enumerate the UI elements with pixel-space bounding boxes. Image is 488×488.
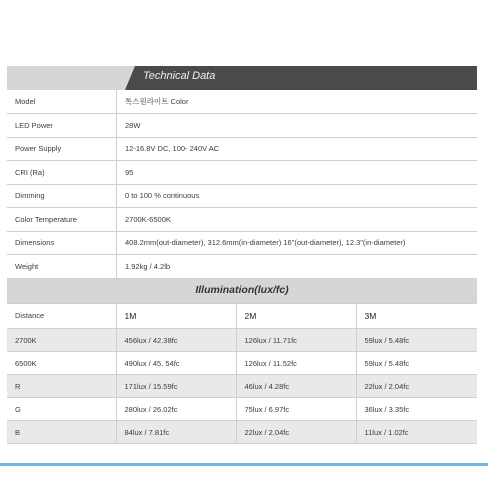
- spec-row: [7, 208, 477, 232]
- header-title: Technical Data: [143, 70, 216, 82]
- spec-value: 12-16.8V DC, 100- 240V AC: [117, 137, 478, 161]
- spec-row: [7, 255, 477, 279]
- spec-row: [7, 161, 477, 185]
- spec-row: [7, 231, 477, 255]
- spec-label: Color Temperature: [7, 208, 117, 232]
- illumination-row: [7, 329, 477, 352]
- illumination-row: [7, 352, 477, 375]
- cell-value: 75lux / 6.97fc: [236, 398, 356, 421]
- row-label: 2700K: [7, 329, 116, 352]
- cell-value: 22lux / 2.04fc: [356, 375, 477, 398]
- illumination-column-header-row: [7, 304, 477, 329]
- cell-value: 490lux / 45. 54fc: [116, 352, 236, 375]
- illumination-header: [7, 279, 477, 304]
- row-label: B: [7, 421, 116, 444]
- cell-value: 22lux / 2.04fc: [236, 421, 356, 444]
- row-label: G: [7, 398, 116, 421]
- technical-data-sheet: [7, 66, 477, 444]
- illumination-title: Illumination(lux/fc): [195, 283, 289, 296]
- spec-value: 1.92kg / 4.2lb: [117, 255, 478, 279]
- technical-data-header: [7, 66, 477, 90]
- cell-value: 126lux / 11.52fc: [236, 352, 356, 375]
- column-header-distance: Distance: [7, 304, 116, 329]
- cell-value: 456lux / 42.38fc: [116, 329, 236, 352]
- spec-value: 2700K-6500K: [117, 208, 478, 232]
- bottom-accent-line: [0, 463, 488, 466]
- spec-label: Dimming: [7, 184, 117, 208]
- column-header-3m: 3M: [356, 304, 477, 329]
- column-header-2m: 2M: [236, 304, 356, 329]
- illumination-table: [7, 304, 477, 445]
- column-header-1m: 1M: [116, 304, 236, 329]
- cell-value: 11lux / 1.02fc: [356, 421, 477, 444]
- spec-value: 408.2mm(out-diameter), 312.6mm(in-diameter) 16"(out-diameter), 12.3"(in-diameter): [117, 231, 478, 255]
- cell-value: 59lux / 5.48fc: [356, 352, 477, 375]
- cell-value: 59lux / 5.48fc: [356, 329, 477, 352]
- cell-value: 280lux / 26.02fc: [116, 398, 236, 421]
- spec-row: [7, 137, 477, 161]
- cell-value: 46lux / 4.28fc: [236, 375, 356, 398]
- spec-row: [7, 90, 477, 114]
- spec-table: [7, 90, 477, 279]
- row-label: R: [7, 375, 116, 398]
- illumination-row: [7, 375, 477, 398]
- spec-value: 톡스원라이트 Color: [117, 90, 478, 114]
- illumination-row: [7, 421, 477, 444]
- spec-row: [7, 114, 477, 138]
- spec-value: 0 to 100 % continuous: [117, 184, 478, 208]
- spec-row: [7, 184, 477, 208]
- spec-label: Power Supply: [7, 137, 117, 161]
- row-label: 6500K: [7, 352, 116, 375]
- spec-label: LED Power: [7, 114, 117, 138]
- illumination-row: [7, 398, 477, 421]
- cell-value: 84lux / 7.81fc: [116, 421, 236, 444]
- spec-label: CRI (Ra): [7, 161, 117, 185]
- spec-label: Dimensions: [7, 231, 117, 255]
- spec-label: Model: [7, 90, 117, 114]
- cell-value: 171lux / 15.59fc: [116, 375, 236, 398]
- spec-label: Weight: [7, 255, 117, 279]
- cell-value: 36lux / 3.35fc: [356, 398, 477, 421]
- spec-value: 95: [117, 161, 478, 185]
- spec-value: 28W: [117, 114, 478, 138]
- cell-value: 126lux / 11.71fc: [236, 329, 356, 352]
